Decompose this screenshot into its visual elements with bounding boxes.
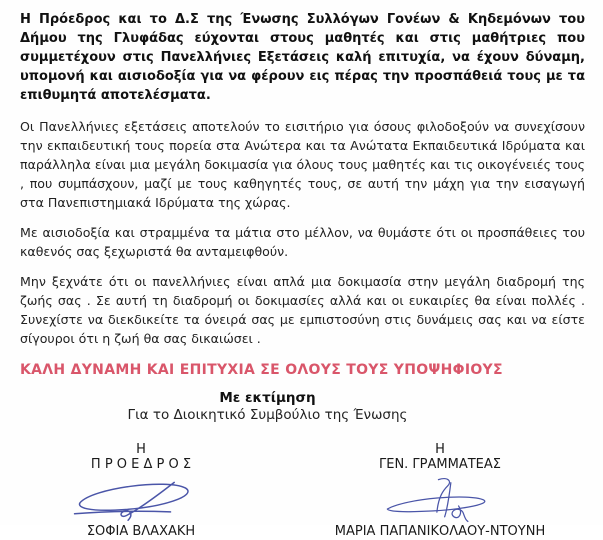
secretary-name: ΜΑΡΙΑ ΠΑΠΑΝΙΚΟΛΑΟΥ-ΝΤΟΥΝΗ — [334, 524, 546, 539]
good-luck-headline: ΚΑΛΗ ΔΥΝΑΜΗ ΚΑΙ ΕΠΙΤΥΧΙΑ ΣΕ ΟΛΟΥΣ ΤΟΥΣ ΥΠΟΨΗΦΙΟΥΣ — [20, 362, 503, 378]
signature-block-president — [36, 442, 246, 540]
signatures-row — [20, 442, 585, 540]
signature-block-secretary — [305, 442, 575, 540]
paragraph-optimism: Με αισιοδοξία και στραμμένα τα μάτια στο μέλλον, να θυμάστε ότι οι προσπάθειες του καθενός σας ξεχωριστά θα ανταμειφθούν. — [20, 225, 585, 259]
secretary-article: Η — [435, 442, 445, 457]
regards-line: Με εκτίμηση — [219, 390, 316, 406]
closing-block — [20, 390, 515, 424]
on-behalf-line: Για το Διοικητικό Συμβούλιο της Ένωσης — [127, 407, 408, 423]
president-signature-icon — [61, 475, 221, 523]
president-article: Η — [136, 442, 146, 457]
secretary-title: ΓΕΝ. ΓΡΑΜΜΑΤΕΑΣ — [378, 457, 501, 472]
intro-paragraph: Η Πρόεδρος και το Δ.Σ της Ένωσης Συλλόγων Γονέων & Κηδεμόνων του Δήμου της Γλυφάδας εύχονται στους μαθητές και στις μαθήτριες που συμμετέχουν στις Πανελλήνιες Εξετάσεις καλή επιτυχία, να έχουν δύναμη, υπομονή και αισιοδοξία για να φέρουν εις πέρας την προσπάθειά τους με τα επιθυμητά αποτελέσματα. — [20, 12, 585, 103]
secretary-signature-icon — [360, 475, 520, 523]
paragraph-exams-description: Οι Πανελλήνιες εξετάσεις αποτελούν το εισιτήριο για όσους φιλοδοξούν να συνεχίσουν την εκπαιδευτική τους πορεία στα Ανώτερα και τα Ανώτατα Εκπαιδευτικά Ιδρύματα και παράλληλα είναι μια μεγάλη δοκιμασία για όλους τους μαθητές και τις οικογένειές τους , που συμπάσχουν, μαζί με τους καθηγητές τους, σε αυτή την μάχη για την εισαγωγή στα Πανεπιστημιακά Ιδρύματα της χώρας. — [20, 119, 585, 210]
president-title: Π Ρ Ο Ε Δ Ρ Ο Σ — [90, 457, 192, 472]
paragraph-life-journey: Μην ξεχνάτε ότι οι πανελλήνιες είναι απλά μια δοκιμασία στην μεγάλη διαδρομή της ζωής σας . Σε αυτή τη διαδρομή οι δοκιμασίες αλλά και οι ευκαιρίες θα είναι πολλές . Συνεχίστε να διεκδικείτε τα όνειρά σας με εμπιστοσύνη στις δυνάμεις σας και να είστε σίγουροι ότι η ζωή θα σας δικαιώσει . — [20, 274, 585, 346]
president-name: ΣΟΦΙΑ ΒΛΑΧΑΚΗ — [86, 524, 196, 539]
